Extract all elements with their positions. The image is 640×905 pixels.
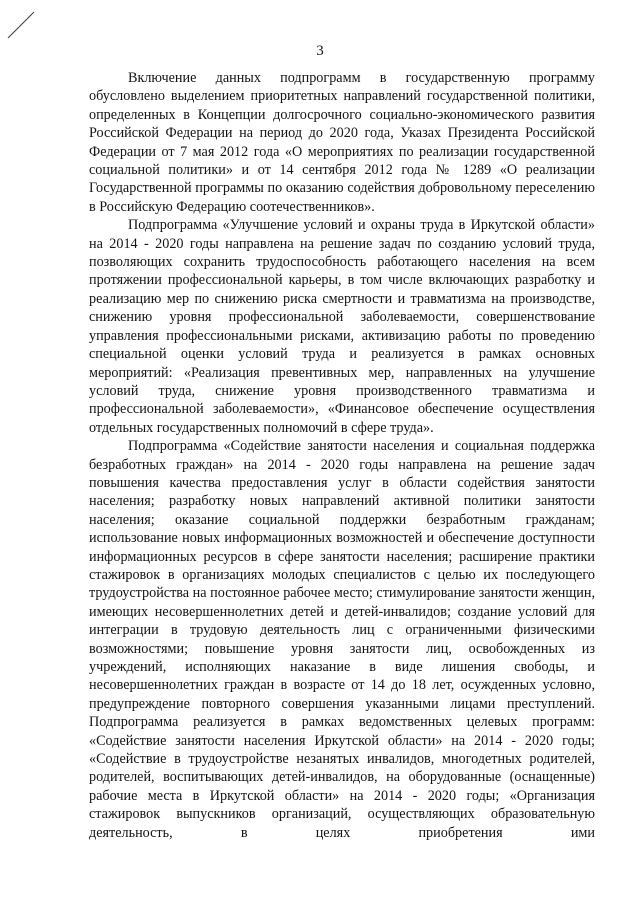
paragraph-employment-subprogram: Подпрограмма «Содействие занятости населения и социальная поддержка безработных граждан» на 2014 - 2020 годы направлена на решение задач повышения качества предоставления услуг в области содействия занятости населения; разработку новых направлений активной политики занятости населения; оказание социальной поддержки безработным гражданам; использование новых информационных возможностей и обеспечение доступности информационных ресурсов в сфере занятости населения; расширение практики стажировок в организациях молодых специалистов с целью их последующего трудоустройства на постоянное рабочее место; стимулирование занятости женщин, имеющих несовершеннолетних детей и детей-инвалидов; создание условий для интеграции в трудовую деятельность лиц с ограниченными физическими возможностями; повышение уровня занятости лиц, освобожденных из учреждений, исполняющих наказание в виде лишения свободы, и несовершеннолетних граждан в возрасте от 14 до 18 лет, осужденных условно, предупреждение повторного совершения указанными лицами преступлений. Подпрограмма реализуется в рамках ведомственных целевых программ: «Содействие занятости населения Иркутской области» на 2014 - 2020 годы; «Содействие в трудоустройстве незанятых инвалидов, многодетных родителей, родителей, воспитывающих детей-инвалидов, на оборудованные (оснащенные) рабочие места в Иркутской области» на 2014 - 2020 годы; «Организация стажировок выпускников организаций, осуществляющих образовательную деятельность, в целях приобретения ими bbox=[89, 438, 595, 841]
pen-stroke-mark bbox=[6, 10, 36, 40]
paragraph-labor-protection-subprogram: Подпрограмма «Улучшение условий и охраны труда в Иркутской области» на 2014 - 2020 годы направлена на решение задач по созданию условий труда, позволяющих сохранить трудоспособность работающего населения на всем протяжении профессиональной карьеры, в том числе включающих разработку и реализацию мер по снижению риска смертности и травматизма на производстве, снижению уровня профессиональной заболеваемости, совершенствование управления профессиональными рисками, активизацию работы по проведению специальной оценки условий труда и реализуется в рамках основных мероприятий: «Реализация превентивных мер, направленных на улучшение условий труда, снижение уровня производственного травматизма и профессиональной заболеваемости», «Финансовое обеспечение осуществления отдельных государственных полномочий в сфере труда». bbox=[89, 217, 595, 436]
document-body bbox=[89, 69, 595, 842]
page-number: 3 bbox=[316, 43, 324, 59]
paragraph-subprogram-inclusion: Включение данных подпрограмм в государственную программу обусловлено выделением приоритетных направлений государственной политики, определенных в Концепции долгосрочного социально-экономического развития Российской Федерации на период до 2020 года, Указах Президента Российской Федерации от 7 мая 2012 года «О мероприятиях по реализации государственной социальной политики» и от 14 сентября 2012 года № 1289 «О реализации Государственной программы по оказанию содействия добровольному переселению в Российскую Федерацию соотечественников». bbox=[89, 70, 595, 215]
